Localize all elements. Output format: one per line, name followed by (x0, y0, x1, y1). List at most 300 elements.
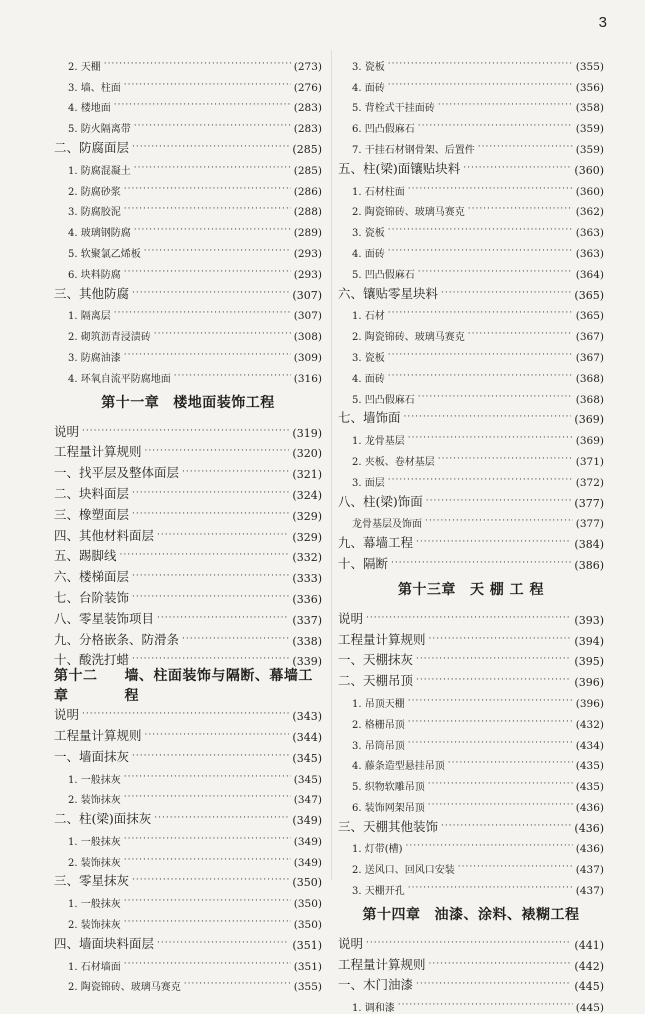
entry-page-number: (343) (292, 710, 322, 724)
entry-page-number: (350) (293, 919, 322, 932)
dot-leader (416, 675, 571, 685)
toc-subsection-entry[interactable] (54, 260, 322, 281)
toc-subsection-entry[interactable] (338, 752, 604, 773)
dot-leader (132, 592, 289, 602)
entry-title: 工程量计算规则 (54, 444, 142, 460)
entry-page-number: (273) (293, 60, 322, 73)
entry-title: 3. 吊筒吊顶 (352, 740, 405, 752)
entry-title: 3. 防腐胶泥 (68, 207, 121, 219)
dot-leader (388, 475, 573, 485)
entry-title: 工程量计算规则 (54, 727, 142, 743)
entry-title: 二、块料面层 (54, 485, 130, 501)
entry-page-number: (288) (293, 206, 322, 219)
entry-title: 1. 石材柱面 (352, 186, 405, 198)
toc-section-entry[interactable] (54, 585, 322, 606)
entry-title: 5. 软聚氯乙烯板 (68, 248, 141, 260)
entry-page-number: (435) (575, 781, 604, 794)
entry-title: 1. 一般抹灰 (68, 836, 121, 848)
toc-section-entry[interactable] (338, 281, 604, 302)
entry-page-number: (329) (292, 530, 322, 544)
toc-subsection-entry[interactable] (338, 772, 604, 793)
toc-subsection-entry[interactable] (338, 993, 604, 1014)
toc-subsection-entry[interactable] (338, 302, 604, 323)
entry-title: 4. 藤条造型悬挂吊顶 (352, 761, 445, 773)
entry-title: 六、楼梯面层 (54, 569, 130, 585)
entry-page-number: (339) (292, 655, 322, 669)
toc-section-entry[interactable] (54, 460, 322, 481)
dot-leader (428, 800, 573, 810)
toc-subsection-entry[interactable] (54, 848, 322, 869)
entry-title: 三、天棚其他装饰 (338, 818, 439, 834)
toc-subsection-entry[interactable] (54, 973, 322, 994)
entry-page-number: (435) (575, 760, 604, 773)
dot-leader (416, 654, 571, 664)
entry-title: 1. 一般抹灰 (68, 774, 121, 786)
entry-title: 一、墙面抹灰 (54, 748, 130, 764)
entry-title: 2. 砌筑沥青浸渍砖 (68, 332, 151, 344)
entry-page-number: (359) (575, 143, 604, 156)
entry-title: 八、零星装饰项目 (54, 610, 155, 626)
dot-leader (124, 350, 291, 360)
dot-leader (388, 246, 573, 256)
entry-title: 1. 隔离层 (68, 311, 111, 323)
entry-page-number: (432) (575, 718, 604, 731)
dot-leader (408, 433, 573, 443)
entry-page-number: (345) (292, 751, 322, 765)
entry-page-number: (395) (574, 655, 604, 669)
toc-subsection-entry[interactable] (338, 468, 604, 489)
toc-subsection-entry[interactable] (54, 52, 322, 73)
entry-title: 六、镶贴零星块料 (338, 285, 439, 301)
entry-page-number: (396) (575, 697, 604, 710)
toc-section-entry[interactable] (54, 481, 322, 502)
entry-page-number: (394) (574, 634, 604, 648)
toc-subsection-entry[interactable] (338, 731, 604, 752)
toc-subsection-entry[interactable] (338, 177, 604, 198)
dot-leader (388, 59, 573, 69)
dot-leader (418, 392, 573, 402)
entry-page-number: (316) (293, 372, 322, 385)
toc-subsection-entry[interactable] (54, 343, 322, 364)
dot-leader (145, 446, 290, 456)
entry-page-number: (377) (574, 496, 604, 510)
toc-section-entry[interactable] (338, 973, 604, 994)
toc-section-entry[interactable] (338, 952, 604, 973)
toc-subsection-entry[interactable] (54, 910, 322, 931)
entry-page-number: (351) (292, 938, 322, 952)
entry-title: 二、天棚吊顶 (338, 673, 414, 689)
toc-section-entry[interactable] (338, 530, 604, 551)
chapter-title: 墙、柱面装饰与隔断、幕墙工程 (124, 668, 313, 705)
dot-leader (388, 80, 573, 90)
toc-section-entry[interactable] (54, 544, 322, 565)
entry-title: 3. 天棚开孔 (352, 886, 405, 898)
entry-page-number: (338) (292, 634, 322, 648)
dot-leader (134, 121, 291, 131)
toc-subsection-entry[interactable] (54, 364, 322, 385)
entry-title: 4. 玻璃钢防腐 (68, 228, 131, 240)
toc-section-entry[interactable] (338, 551, 604, 572)
dot-leader (426, 496, 572, 506)
dot-leader (124, 80, 291, 90)
entry-title: 6. 凹凸假麻石 (352, 124, 415, 136)
toc-subsection-entry[interactable] (54, 786, 322, 807)
entry-title: 2. 装饰抹灰 (68, 920, 121, 932)
dot-leader (157, 938, 289, 948)
entry-title: 一、木门油漆 (338, 977, 414, 993)
entry-title: 5. 防火隔离带 (68, 124, 131, 136)
dot-leader (120, 550, 290, 560)
entry-title: 1. 石材墙面 (68, 961, 121, 973)
toc-subsection-entry[interactable] (338, 364, 604, 385)
entry-page-number: (372) (575, 476, 604, 489)
entry-page-number: (367) (575, 331, 604, 344)
entry-page-number: (445) (575, 1002, 604, 1014)
entry-title: 工程量计算规则 (338, 956, 426, 972)
entry-title: 7. 干挂石材钢骨架、后置件 (352, 144, 475, 156)
toc-section-entry[interactable] (54, 419, 322, 440)
entry-page-number: (356) (575, 81, 604, 94)
entry-title: 5. 凹凸假麻石 (352, 269, 415, 281)
toc-subsection-entry[interactable] (54, 302, 322, 323)
dot-leader (458, 862, 573, 872)
dot-leader (104, 59, 291, 69)
dot-leader (366, 938, 571, 948)
toc-subsection-entry[interactable] (54, 952, 322, 973)
entry-page-number: (359) (575, 123, 604, 136)
entry-page-number: (285) (292, 142, 322, 156)
entry-page-number: (355) (293, 981, 322, 994)
entry-title: 1. 吊顶天棚 (352, 698, 405, 710)
entry-page-number: (319) (292, 426, 322, 440)
toc-section-entry[interactable] (338, 156, 604, 177)
toc-section-entry[interactable] (338, 814, 604, 835)
entry-page-number: (308) (293, 331, 322, 344)
entry-page-number: (350) (293, 898, 322, 911)
toc-subsection-entry[interactable] (54, 827, 322, 848)
dot-leader (132, 142, 289, 152)
entry-page-number: (367) (575, 351, 604, 364)
entry-title: 三、橡塑面层 (54, 506, 130, 522)
toc-subsection-entry[interactable] (54, 889, 322, 910)
toc-section-entry[interactable] (54, 564, 322, 585)
toc-subsection-entry[interactable] (54, 177, 322, 198)
dot-leader (124, 184, 291, 194)
toc-section-entry[interactable] (54, 931, 322, 952)
dot-leader (416, 537, 571, 547)
entry-title: 四、墙面块料面层 (54, 935, 155, 951)
toc-section-entry[interactable] (338, 648, 604, 669)
column-divider (331, 50, 332, 880)
chapter-title: 油漆、涂料、裱糊工程 (434, 907, 580, 924)
entry-page-number: (437) (575, 864, 604, 877)
entry-page-number: (445) (574, 980, 604, 994)
dot-leader (463, 163, 571, 173)
toc-subsection-entry[interactable] (54, 94, 322, 115)
entry-page-number: (437) (575, 885, 604, 898)
entry-title: 九、幕墙工程 (338, 535, 414, 551)
dot-leader (391, 558, 571, 568)
dot-leader (404, 412, 572, 422)
chapter-label: 第十二章 (54, 668, 98, 705)
dot-leader (406, 841, 573, 851)
entry-title: 2. 格栅吊顶 (352, 719, 405, 731)
toc-section-entry[interactable] (338, 406, 604, 427)
dot-leader (441, 288, 571, 298)
dot-leader (429, 634, 572, 644)
entry-page-number: (369) (575, 435, 604, 448)
toc-section-entry[interactable] (54, 606, 322, 627)
toc-section-entry[interactable] (54, 523, 322, 544)
entry-title: 2. 夹板、卷材基层 (352, 456, 435, 468)
dot-leader (478, 142, 573, 152)
dot-leader (184, 979, 291, 989)
entry-title: 4. 环氧自流平防腐地面 (68, 373, 171, 385)
dot-leader (132, 751, 289, 761)
toc-section-entry[interactable] (54, 502, 322, 523)
entry-page-number: (283) (293, 102, 322, 115)
entry-title: 3. 瓷板 (352, 61, 385, 73)
entry-page-number: (321) (292, 468, 322, 482)
toc-subsection-entry[interactable] (338, 94, 604, 115)
dot-leader (408, 696, 573, 706)
toc-subsection-entry[interactable] (338, 835, 604, 856)
toc-subsection-entry[interactable] (54, 322, 322, 343)
dot-leader (182, 634, 289, 644)
entry-title: 二、防腐面层 (54, 139, 130, 155)
entry-page-number: (347) (293, 794, 322, 807)
chapter-label: 第十一章 (101, 394, 160, 411)
toc-section-entry[interactable] (54, 806, 322, 827)
dot-leader (82, 709, 289, 719)
dot-leader (425, 516, 573, 526)
toc-subsection-entry[interactable] (338, 135, 604, 156)
dot-leader (124, 834, 291, 844)
entry-title: 工程量计算规则 (338, 631, 426, 647)
toc-subsection-entry[interactable] (54, 218, 322, 239)
entry-title: 3. 防腐油漆 (68, 352, 121, 364)
entry-page-number: (368) (575, 372, 604, 385)
entry-title: 6. 装饰网架吊顶 (352, 802, 425, 814)
entry-page-number: (293) (293, 268, 322, 281)
toc-subsection-entry[interactable] (54, 198, 322, 219)
entry-page-number: (436) (575, 801, 604, 814)
dot-leader (468, 204, 573, 214)
entry-title: 2. 装饰抹灰 (68, 795, 121, 807)
toc-subsection-entry[interactable] (338, 447, 604, 468)
dot-leader (132, 488, 289, 498)
entry-title: 九、分格嵌条、防滑条 (54, 631, 180, 647)
entry-page-number: (360) (575, 185, 604, 198)
entry-page-number: (337) (292, 613, 322, 627)
entry-page-number: (307) (293, 310, 322, 323)
entry-title: 说明 (54, 423, 80, 439)
chapter-title: 天 棚 工 程 (469, 581, 545, 598)
entry-page-number: (351) (293, 960, 322, 973)
entry-title: 5. 背栓式干挂面砖 (352, 103, 435, 115)
entry-page-number: (442) (574, 959, 604, 973)
toc-section-entry[interactable] (338, 489, 604, 510)
toc-subsection-entry[interactable] (338, 260, 604, 281)
toc-subsection-entry[interactable] (54, 156, 322, 177)
entry-title: 4. 面砖 (352, 82, 385, 94)
entry-page-number: (368) (575, 393, 604, 406)
entry-title: 3. 面层 (352, 477, 385, 489)
dot-leader (468, 329, 573, 339)
entry-title: 三、零星抹灰 (54, 873, 130, 889)
entry-page-number: (371) (575, 455, 604, 468)
entry-page-number: (349) (293, 835, 322, 848)
entry-page-number: (349) (292, 814, 322, 828)
entry-page-number: (289) (293, 227, 322, 240)
dot-leader (408, 717, 573, 727)
entry-title: 八、柱(梁)饰面 (338, 493, 423, 509)
entry-page-number: (434) (575, 739, 604, 752)
dot-leader (132, 288, 289, 298)
dot-leader (408, 738, 573, 748)
entry-title: 4. 面砖 (352, 248, 385, 260)
toc-subsection-entry[interactable] (338, 689, 604, 710)
toc-section-entry[interactable] (338, 627, 604, 648)
entry-page-number: (345) (293, 773, 322, 786)
toc-section-entry[interactable] (54, 869, 322, 890)
toc-section-entry[interactable] (54, 627, 322, 648)
entry-title: 3. 瓷板 (352, 228, 385, 240)
dot-leader (154, 329, 291, 339)
toc-section-entry[interactable] (338, 606, 604, 627)
entry-page-number: (436) (574, 821, 604, 835)
entry-title: 5. 织物软雕吊顶 (352, 782, 425, 794)
dot-leader (388, 371, 573, 381)
entry-page-number: (293) (293, 247, 322, 260)
toc-section-entry[interactable] (54, 135, 322, 156)
toc-subsection-entry[interactable] (338, 114, 604, 135)
dot-leader (428, 779, 573, 789)
dot-leader (114, 308, 291, 318)
toc-section-entry[interactable] (54, 440, 322, 461)
dot-leader (124, 204, 291, 214)
entry-page-number: (384) (574, 538, 604, 552)
dot-leader (174, 371, 291, 381)
entry-title: 一、天棚抹灰 (338, 652, 414, 668)
entry-title: 1. 防腐混凝土 (68, 165, 131, 177)
entry-title: 2. 送风口、回风口安装 (352, 865, 455, 877)
entry-title: 五、踢脚线 (54, 548, 117, 564)
dot-leader (416, 979, 571, 989)
entry-page-number: (320) (292, 447, 322, 461)
toc-section-entry[interactable] (54, 744, 322, 765)
dot-leader (124, 917, 291, 927)
chapter-heading (54, 668, 322, 705)
entry-page-number: (349) (293, 856, 322, 869)
toc-subsection-entry[interactable] (54, 114, 322, 135)
entry-page-number: (285) (293, 164, 322, 177)
toc-subsection-entry[interactable] (338, 73, 604, 94)
dot-leader (398, 1000, 573, 1010)
dot-leader (418, 267, 573, 277)
dot-leader (438, 100, 573, 110)
toc-subsection-entry[interactable] (338, 710, 604, 731)
toc-section-entry[interactable] (54, 702, 322, 723)
entry-title: 2. 陶瓷锦砖、玻璃马赛克 (352, 207, 465, 219)
entry-page-number: (324) (292, 488, 322, 502)
entry-page-number: (365) (574, 288, 604, 302)
chapter-heading (338, 572, 604, 606)
entry-page-number: (333) (292, 572, 322, 586)
toc-subsection-entry[interactable] (338, 426, 604, 447)
dot-leader (134, 225, 291, 235)
dot-leader (154, 813, 289, 823)
entry-page-number: (329) (292, 509, 322, 523)
entry-title: 5. 凹凸假麻石 (352, 394, 415, 406)
toc-subsection-entry[interactable] (54, 765, 322, 786)
entry-title: 1. 龙骨基层 (352, 436, 405, 448)
toc-section-entry[interactable] (338, 668, 604, 689)
toc-subsection-entry[interactable] (338, 52, 604, 73)
dot-leader (132, 654, 289, 664)
entry-page-number: (377) (575, 518, 604, 531)
toc-subsection-entry[interactable] (338, 855, 604, 876)
entry-title: 十、隔断 (338, 555, 389, 571)
dot-leader (429, 959, 572, 969)
dot-leader (144, 246, 291, 256)
toc-subsection-entry[interactable] (338, 510, 604, 531)
entry-page-number: (307) (292, 288, 322, 302)
chapter-title: 楼地面装饰工程 (173, 394, 275, 411)
toc-subsection-entry[interactable] (338, 322, 604, 343)
dot-leader (388, 225, 573, 235)
entry-title: 2. 天棚 (68, 61, 101, 73)
toc-subsection-entry[interactable] (54, 239, 322, 260)
entry-title: 七、墙饰面 (338, 410, 401, 426)
dot-leader (448, 758, 573, 768)
toc-column-right (338, 52, 604, 1014)
entry-page-number: (332) (292, 551, 322, 565)
entry-title: 说明 (338, 935, 364, 951)
dot-leader (82, 426, 289, 436)
toc-subsection-entry[interactable] (338, 239, 604, 260)
dot-leader (124, 855, 291, 865)
entry-page-number: (364) (575, 268, 604, 281)
dot-leader (388, 308, 573, 318)
entry-title: 二、柱(梁)面抹灰 (54, 811, 152, 827)
dot-leader (418, 121, 573, 131)
entry-title: 2. 防腐砂浆 (68, 186, 121, 198)
entry-page-number: (386) (574, 558, 604, 572)
toc-subsection-entry[interactable] (338, 218, 604, 239)
toc-section-entry[interactable] (338, 931, 604, 952)
entry-title: 1. 灯带(槽) (352, 844, 403, 856)
entry-page-number: (286) (293, 185, 322, 198)
toc-section-entry[interactable] (54, 723, 322, 744)
toc-subsection-entry[interactable] (338, 876, 604, 897)
dot-leader (132, 571, 289, 581)
toc-subsection-entry[interactable] (338, 385, 604, 406)
entry-title: 1. 调和漆 (352, 1003, 395, 1014)
toc-section-entry[interactable] (54, 281, 322, 302)
entry-title: 七、台阶装饰 (54, 589, 130, 605)
entry-title: 3. 瓷板 (352, 352, 385, 364)
dot-leader (132, 875, 289, 885)
dot-leader (145, 730, 290, 740)
chapter-label: 第十三章 (397, 581, 456, 598)
toc-subsection-entry[interactable] (338, 343, 604, 364)
toc-subsection-entry[interactable] (54, 73, 322, 94)
entry-title: 三、其他防腐 (54, 285, 130, 301)
toc-subsection-entry[interactable] (338, 198, 604, 219)
toc-subsection-entry[interactable] (338, 793, 604, 814)
chapter-heading (338, 897, 604, 931)
